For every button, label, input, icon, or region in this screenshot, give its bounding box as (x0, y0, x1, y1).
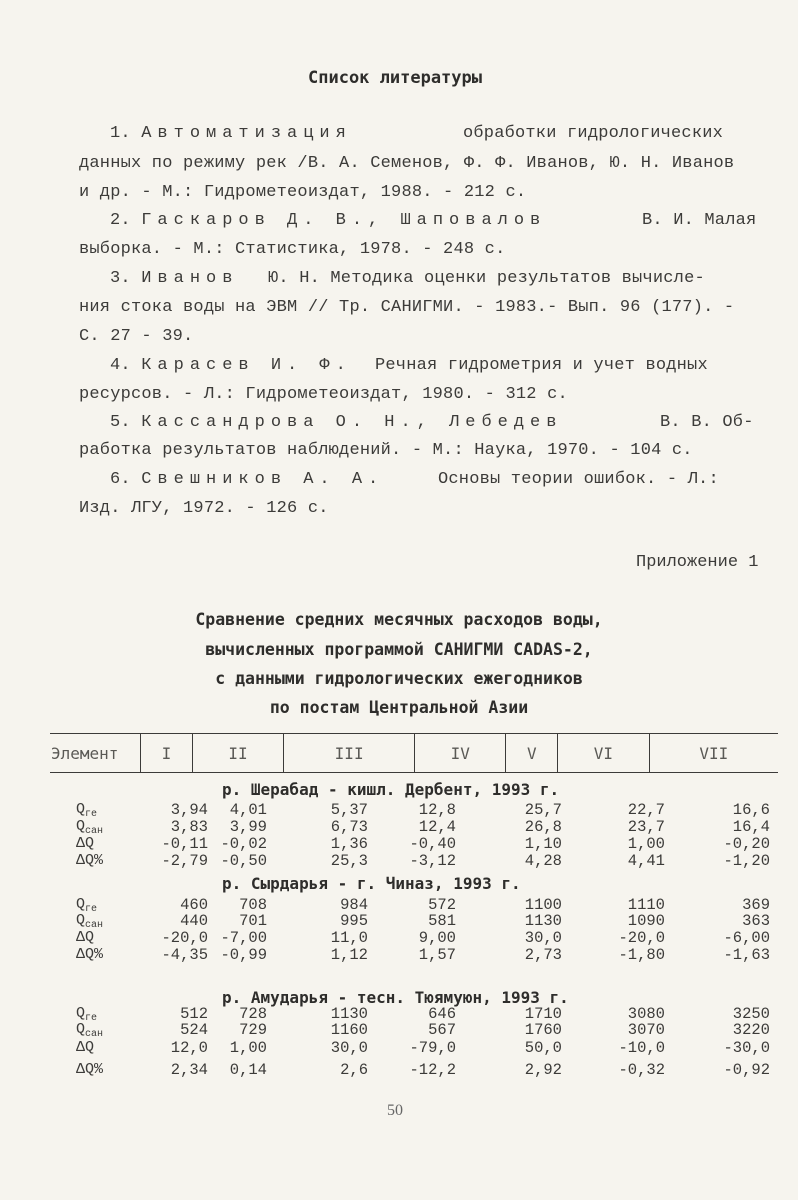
reference-line: В. И. Малая (642, 211, 757, 230)
reference-3-first-line (110, 269, 238, 288)
row-label-subscript: ге (85, 904, 98, 915)
reference-author: Автоматизация (141, 124, 352, 143)
table-cell: -20,0 (618, 929, 665, 947)
table-cell: -7,00 (220, 929, 267, 947)
table-cell: 512 (180, 1005, 208, 1023)
table-cell: 701 (239, 912, 267, 930)
table-cell: 460 (180, 896, 208, 914)
header-cell: I (141, 734, 193, 773)
section-title: р. Сырдарья - г. Чиназ, 1993 г. (222, 874, 521, 893)
table-cell: -1,63 (723, 946, 770, 964)
header-cell: IV (415, 734, 506, 773)
table-header (50, 733, 778, 773)
reference-4-first-line (110, 356, 352, 375)
table-cell: 16,6 (732, 801, 770, 819)
table-cell: 1130 (330, 1005, 368, 1023)
table-cell: 995 (340, 912, 368, 930)
table-cell: 2,92 (524, 1061, 562, 1079)
table-cell: 30,0 (330, 1039, 368, 1057)
header-cell: V (506, 734, 558, 773)
reference-line: Речная гидрометрия и учет водных (375, 356, 708, 375)
reference-number: 2. (110, 211, 131, 230)
reference-line: работка результатов наблюдений. - М.: Наука, 1970. - 104 с. (79, 441, 693, 460)
reference-author: Кассандрова О. Н., Лебедев (141, 413, 563, 432)
table-cell: -2,79 (161, 852, 208, 870)
table-cell: 26,8 (524, 818, 562, 836)
table-cell: 2,34 (170, 1061, 208, 1079)
reference-line: Основы теории ошибок. - Л.: (438, 470, 719, 489)
table-cell: 50,0 (524, 1039, 562, 1057)
table-cell: 11,0 (330, 929, 368, 947)
table-cell: 5,37 (330, 801, 368, 819)
table-cell: 1,00 (627, 835, 665, 853)
row-label-main: Q (76, 801, 86, 818)
row-label-subscript: сан (85, 826, 104, 837)
table-cell: -6,00 (723, 929, 770, 947)
header-cell: VII (649, 734, 778, 773)
reference-1-first-line (110, 124, 352, 143)
table-cell: 4,41 (627, 852, 665, 870)
section-title: р. Амударья - тесн. Тюямуюн, 1993 г. (222, 988, 569, 1007)
table-cell: 984 (340, 896, 368, 914)
row-label-main: Q (76, 1005, 86, 1022)
appendix-label: Приложение 1 (636, 553, 759, 572)
reference-line: данных по режиму рек /В. А. Семенов, Ф. Ф. Иванов, Ю. Н. Иванов (79, 154, 735, 173)
row-label (76, 947, 103, 963)
reference-number: 4. (110, 356, 131, 375)
reference-5-first-line (110, 413, 562, 432)
table-cell: 4,01 (229, 801, 267, 819)
bibliography-heading: Список литературы (308, 68, 482, 88)
table-cell: 6,73 (330, 818, 368, 836)
reference-2-first-line (110, 211, 546, 230)
table-cell: 3,83 (170, 818, 208, 836)
table-cell: 12,8 (418, 801, 456, 819)
table-cell: 1160 (330, 1021, 368, 1039)
table-cell: -3,12 (409, 852, 456, 870)
table-cell: 363 (742, 912, 770, 930)
header-cell: III (284, 734, 415, 773)
table-cell: -0,02 (220, 835, 267, 853)
header-cell: II (192, 734, 283, 773)
row-label (76, 1062, 103, 1078)
table-title-line: по постам Центральной Азии (269, 698, 529, 717)
reference-line: обработки гидрологических (463, 124, 724, 143)
reference-6-first-line (110, 470, 384, 489)
row-label-subscript: ге (85, 809, 98, 820)
reference-author: Свешников А. А. (141, 470, 385, 489)
table-title-line: с данными гидрологических ежегодников (215, 669, 583, 688)
table-cell: 729 (239, 1021, 267, 1039)
table-cell: -0,20 (723, 835, 770, 853)
table-cell: 3080 (627, 1005, 665, 1023)
table-cell: 0,14 (229, 1061, 267, 1079)
row-label-main: ΔQ (76, 1039, 95, 1056)
table-cell: 1,10 (524, 835, 562, 853)
row-label-main: ΔQ% (76, 1061, 104, 1078)
row-label-main: ΔQ (76, 929, 95, 946)
reference-line: ния стока воды на ЭВМ // Тр. САНИГМИ. - 1983.- Вып. 96 (177). - (79, 298, 735, 317)
table-cell: 23,7 (627, 818, 665, 836)
table-title-line: Сравнение средних месячных расходов воды, (195, 610, 603, 629)
table-cell: 572 (428, 896, 456, 914)
header-cell: VI (558, 734, 649, 773)
reference-line: Изд. ЛГУ, 1972. - 126 с. (79, 499, 329, 518)
table-cell: 25,3 (330, 852, 368, 870)
reference-author: Иванов (141, 269, 239, 288)
table-cell: 1100 (524, 896, 562, 914)
table-cell: -0,40 (409, 835, 456, 853)
row-label-subscript: сан (85, 920, 104, 931)
table-cell: -12,2 (409, 1061, 456, 1079)
row-label-main: ΔQ (76, 835, 95, 852)
reference-author: Карасев И. Ф. (141, 356, 352, 375)
row-label (76, 836, 94, 852)
table-cell: 581 (428, 912, 456, 930)
table-cell: 567 (428, 1021, 456, 1039)
reference-line: В. В. Об- (660, 413, 754, 432)
table-cell: 1,57 (418, 946, 456, 964)
reference-line: Ю. Н. Методика оценки результатов вычисле- (268, 269, 705, 288)
table-cell: 1,00 (229, 1039, 267, 1057)
reference-line: ресурсов. - Л.: Гидрометеоиздат, 1980. - 312 с. (79, 385, 568, 404)
table-cell: 30,0 (524, 929, 562, 947)
reference-number: 1. (110, 124, 131, 143)
row-label (76, 1040, 94, 1056)
reference-author: Гаскаров Д. В., Шаповалов (141, 211, 547, 230)
table-cell: 9,00 (418, 929, 456, 947)
row-label-subscript: сан (85, 1029, 104, 1040)
table-cell: 3220 (732, 1021, 770, 1039)
table-cell: -0,50 (220, 852, 267, 870)
reference-number: 5. (110, 413, 131, 432)
table-cell: -0,11 (161, 835, 208, 853)
page-number: 50 (387, 1102, 403, 1119)
table-cell: 4,28 (524, 852, 562, 870)
table-cell: 22,7 (627, 801, 665, 819)
section-title: р. Шерабад - кишл. Дербент, 1993 г. (222, 780, 560, 799)
row-label-main: Q (76, 1021, 86, 1038)
table-cell: -0,99 (220, 946, 267, 964)
table-cell: 1,12 (330, 946, 368, 964)
table-cell: 2,73 (524, 946, 562, 964)
table-cell: 12,4 (418, 818, 456, 836)
reference-line: С. 27 - 39. (79, 327, 194, 346)
table-cell: 1760 (524, 1021, 562, 1039)
reference-number: 6. (110, 470, 131, 489)
row-label-main: Q (76, 896, 86, 913)
table-cell: 3250 (732, 1005, 770, 1023)
table-cell: 2,6 (340, 1061, 368, 1079)
table-cell: -30,0 (723, 1039, 770, 1057)
table-cell: 1090 (627, 912, 665, 930)
table-cell: 3,99 (229, 818, 267, 836)
table-cell: 3070 (627, 1021, 665, 1039)
table-cell: 440 (180, 912, 208, 930)
table-cell: 3,94 (170, 801, 208, 819)
reference-line: и др. - М.: Гидрометеоиздат, 1988. - 212 с. (79, 183, 527, 202)
table-cell: 16,4 (732, 818, 770, 836)
table-cell: -1,20 (723, 852, 770, 870)
table-cell: 1130 (524, 912, 562, 930)
table-cell: 1,36 (330, 835, 368, 853)
row-label (76, 853, 103, 869)
table-cell: -79,0 (409, 1039, 456, 1057)
table-cell: 12,0 (170, 1039, 208, 1057)
table-cell: -1,80 (618, 946, 665, 964)
reference-line: выборка. - М.: Статистика, 1978. - 248 с. (79, 240, 506, 259)
table-cell: 524 (180, 1021, 208, 1039)
row-label-main: ΔQ% (76, 946, 104, 963)
table-cell: 728 (239, 1005, 267, 1023)
table-cell: 369 (742, 896, 770, 914)
row-label-subscript: ге (85, 1013, 98, 1024)
table-cell: -0,32 (618, 1061, 665, 1079)
reference-number: 3. (110, 269, 131, 288)
table-cell: 1710 (524, 1005, 562, 1023)
table-cell: -0,92 (723, 1061, 770, 1079)
header-cell: Элемент (50, 734, 141, 773)
row-label (76, 930, 94, 946)
table-cell: -4,35 (161, 946, 208, 964)
table-cell: -10,0 (618, 1039, 665, 1057)
table-title-line: вычисленных программой САНИГМИ CADAS-2, (205, 640, 593, 659)
table-cell: 708 (239, 896, 267, 914)
table-cell: -20,0 (161, 929, 208, 947)
row-label-main: Q (76, 818, 86, 835)
table-cell: 25,7 (524, 801, 562, 819)
table-cell: 1110 (627, 896, 665, 914)
row-label-main: Q (76, 912, 86, 929)
row-label-main: ΔQ% (76, 852, 104, 869)
table-cell: 646 (428, 1005, 456, 1023)
